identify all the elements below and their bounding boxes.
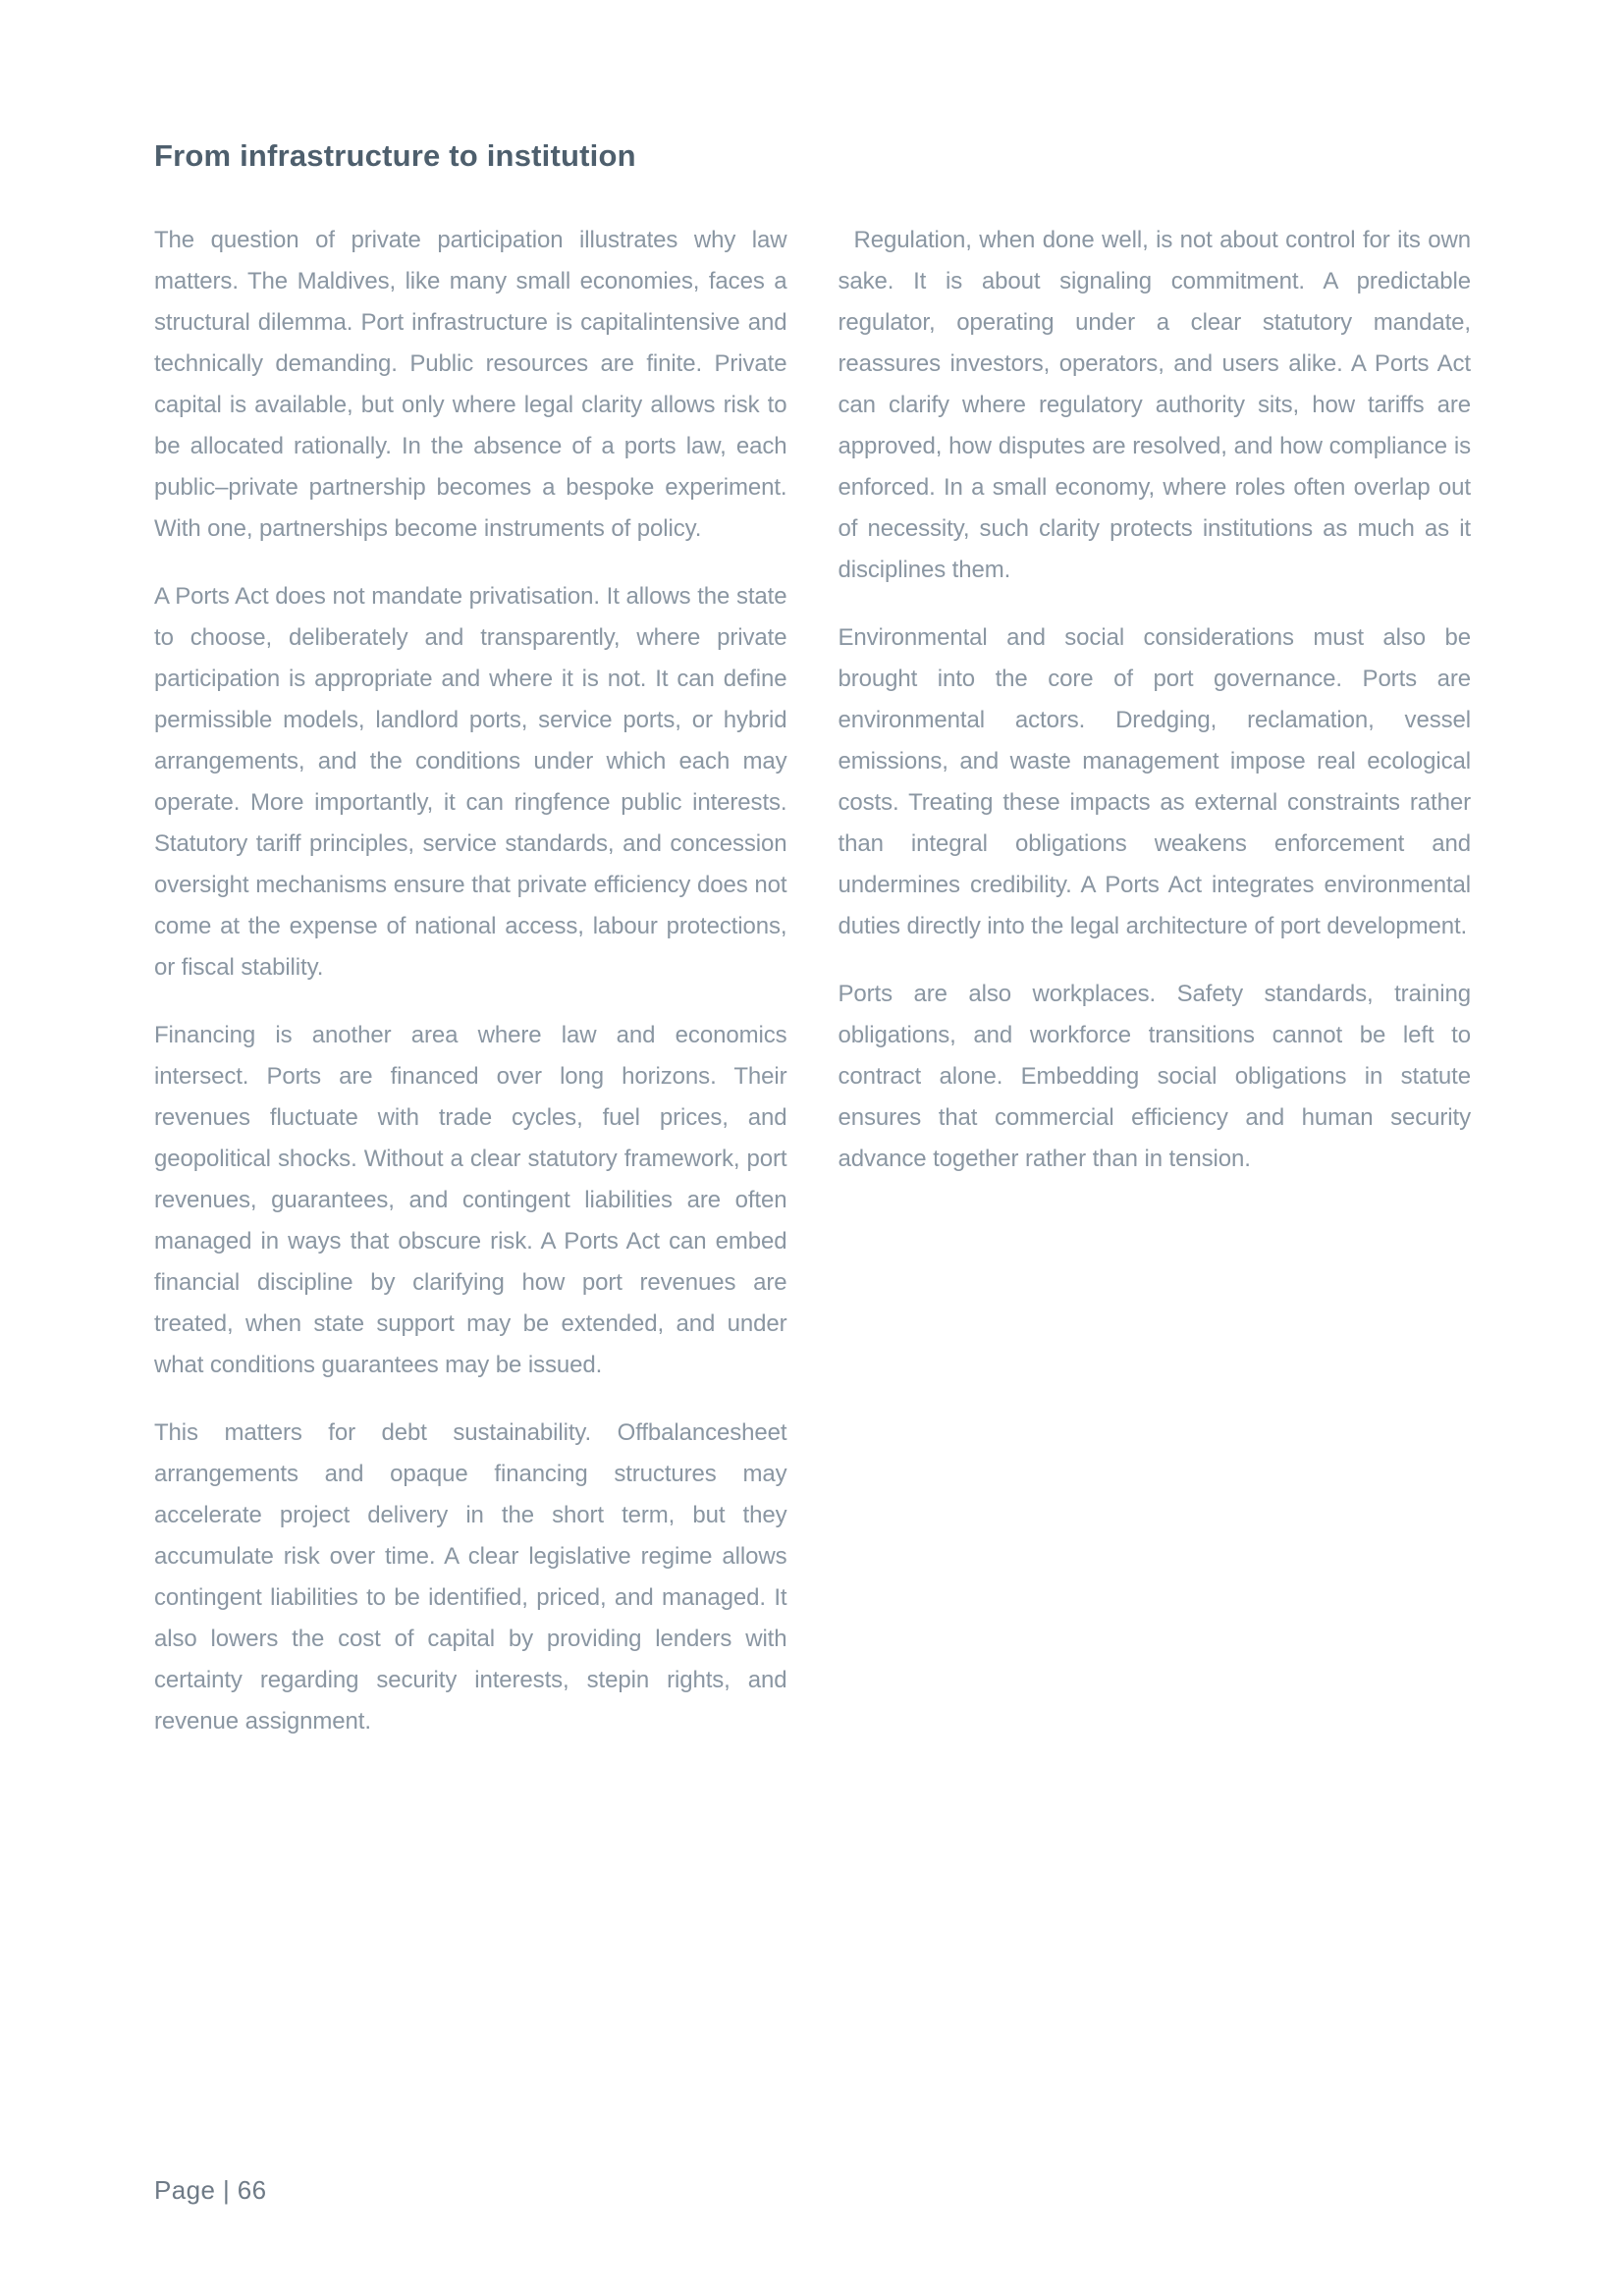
two-column-layout — [154, 220, 1471, 1742]
page-number: Page | 66 — [154, 2175, 267, 2205]
paragraph: This matters for debt sustainability. Offbalancesheet arrangements and opaque financing structures may accelerate project delivery in the short term, but they accumulate risk over time. A clear legislative regime allows contingent liabilities to be identified, priced, and managed. It also lowers the cost of capital by providing lenders with certainty regarding security interests, stepin rights, and revenue assignment. — [154, 1419, 787, 1735]
paragraph: Regulation, when done well, is not about control for its own sake. It is about signaling commitment. A predictable regulator, operating under a clear statutory mandate, reassures investors, operators, and users alike. A Ports Act can clarify where regulatory authority sits, how tariffs are approved, how disputes are resolved, and how compliance is enforced. In a small economy, where roles often overlap out of necessity, such clarity protects institutions as much as it disciplines them. — [838, 227, 1471, 583]
paragraph: Financing is another area where law and economics intersect. Ports are financed over long horizons. Their revenues fluctuate with trade cycles, fuel prices, and geopolitical shocks. Without a clear statutory framework, port revenues, guarantees, and contingent liabilities are often managed in ways that obscure risk. A Ports Act can embed financial discipline by clarifying how port revenues are treated, when state support may be extended, and under what conditions guarantees may be issued. — [154, 1022, 787, 1378]
page-title: From infrastructure to institution — [154, 138, 636, 173]
paragraph: Environmental and social considerations must also be brought into the core of port governance. Ports are environmental actors. Dredging, reclamation, vessel emissions, and waste management impose real ecological costs. Treating these impacts as external constraints rather than integral obligations weakens enforcement and undermines credibility. A Ports Act integrates environmental duties directly into the legal architecture of port development. — [838, 624, 1471, 939]
page-content — [154, 137, 1471, 1742]
paragraph: A Ports Act does not mandate privatisation. It allows the state to choose, deliberately and transparently, where private participation is appropriate and where it is not. It can define permissible models, landlord ports, service ports, or hybrid arrangements, and the conditions under which each may operate. More importantly, it can ringfence public interests. Statutory tariff principles, service standards, and concession oversight mechanisms ensure that private efficiency does not come at the expense of national access, labour protections, or fiscal stability. — [154, 583, 787, 981]
column-left — [154, 220, 787, 1742]
column-right — [839, 220, 1472, 1742]
paragraph: Ports are also workplaces. Safety standards, training obligations, and workforce transitions cannot be left to contract alone. Embedding social obligations in statute ensures that commercial efficiency and human security advance together rather than in tension. — [838, 981, 1471, 1172]
paragraph: The question of private participation illustrates why law matters. The Maldives, like many small economies, faces a structural dilemma. Port infrastructure is capitalintensive and technically demanding. Public resources are finite. Private capital is available, but only where legal clarity allows risk to be allocated rationally. In the absence of a ports law, each public–private partnership becomes a bespoke experiment. With one, partnerships become instruments of policy. — [154, 227, 787, 542]
